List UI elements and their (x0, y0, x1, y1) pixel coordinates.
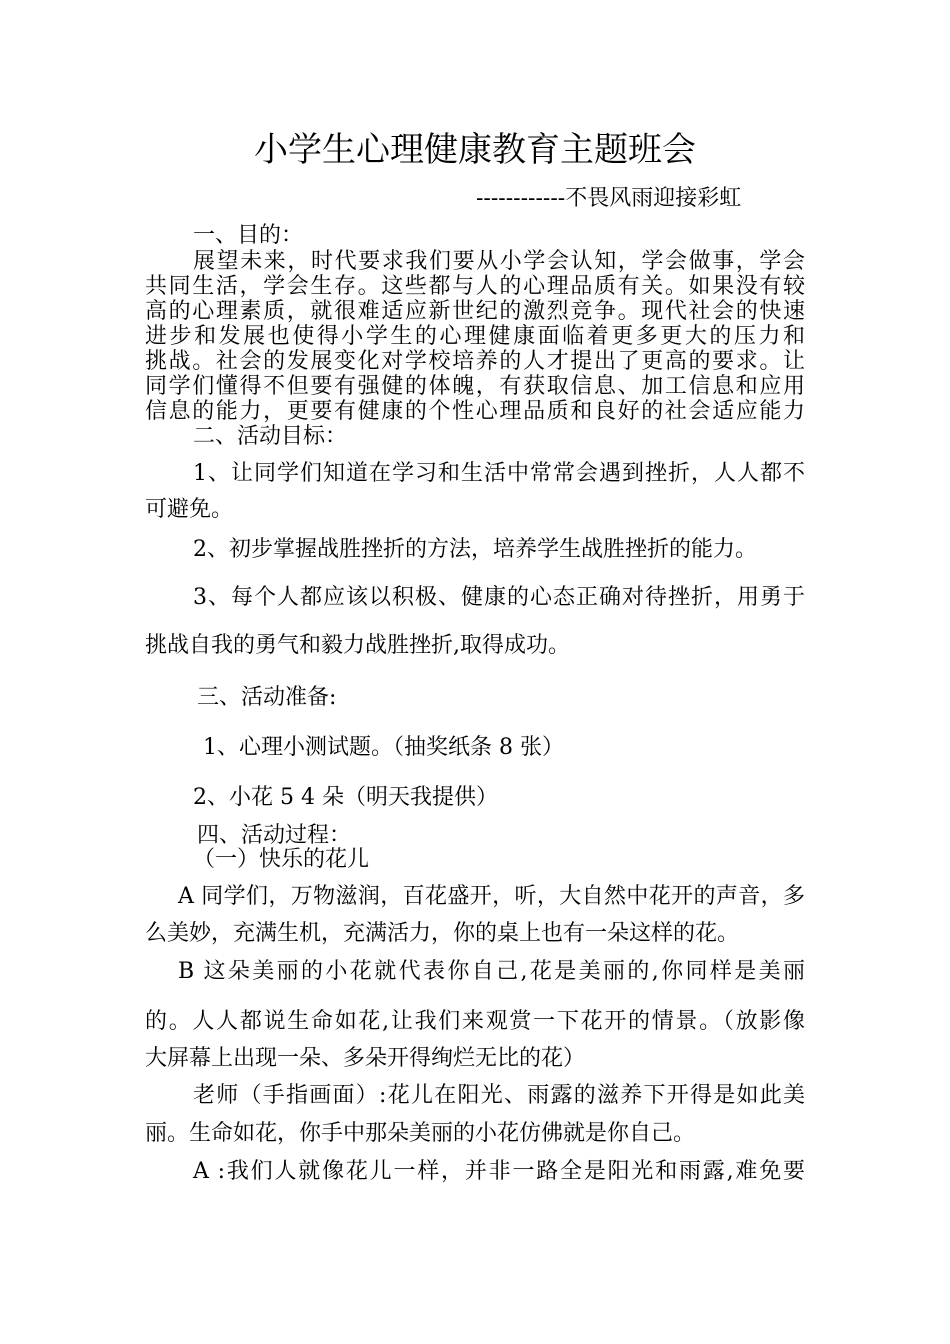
goal-1-line: 可避免。 (145, 497, 234, 522)
purpose-line: 共同生活，学会生存。这些都与人的心理品质有关。如果没有较 (145, 274, 805, 299)
section-3-heading: 三、活动准备: (197, 685, 337, 710)
purpose-line: 展望未来，时代要求我们要从小学会认知，学会做事，学会 (193, 249, 805, 274)
goal-2: 2、初步掌握战胜挫折的方法，培养学生战胜挫折的能力。 (193, 537, 757, 562)
dialogue-b-line: 大屏幕上出现一朵、多朵开得绚烂无比的花） (145, 1046, 586, 1071)
goal-3-line: 挑战自我的勇气和毅力战胜挫折,取得成功。 (145, 633, 570, 658)
dialogue-b-line: 的。人人都说生命如花,让我们来观赏一下花开的情景。（放影像 (145, 1009, 805, 1034)
purpose-line: 进步和发展也使得小学生的心理健康面临着更多更大的压力和 (145, 324, 805, 349)
purpose-line: 信息的能力，更要有健康的个性心理品质和良好的社会适应能力 (145, 399, 805, 424)
teacher-line: 丽。生命如花，你手中那朵美丽的小花仿佛就是你自己。 (145, 1121, 696, 1146)
goal-1-line: 1、让同学们知道在学习和生活中常常会遇到挫折，人人都不 (193, 461, 805, 486)
section-2-heading: 二、活动目标： (193, 424, 348, 449)
dialogue-b-line: B 这朵美丽的小花就代表你自己,花是美丽的,你同样是美丽 (178, 959, 805, 984)
document-subtitle: ------------不畏风雨迎接彩虹 (476, 186, 742, 211)
dialogue-a-line: 么美妙，充满生机，充满活力，你的桌上也有一朵这样的花。 (145, 921, 740, 946)
purpose-line: 高的心理素质，就很难适应新世纪的激烈竞争。现代社会的快速 (145, 299, 805, 324)
dialogue-a-line: A :我们人就像花儿一样，并非一路全是阳光和雨露,难免要 (193, 1159, 805, 1184)
section-4-heading: 四、活动过程： (197, 823, 352, 848)
teacher-line: 老师（手指画面）:花儿在阳光、雨露的滋养下开得是如此美 (193, 1083, 805, 1108)
purpose-line: 挑战。社会的发展变化对学校培养的人才提出了更高的要求。让 (145, 349, 805, 374)
section-1-heading: 一、目的： (193, 223, 304, 248)
subsection-heading: （一）快乐的花儿 (193, 847, 370, 872)
preparation-2: 2、小花 5 4 朵（明天我提供） (193, 785, 498, 810)
document-title: 小学生心理健康教育主题班会 (254, 130, 696, 170)
goal-3-line: 3、每个人都应该以积极、健康的心态正确对待挫折，用勇于 (193, 585, 805, 610)
purpose-line: 同学们懂得不但要有强健的体魄，有获取信息、加工信息和应用 (145, 374, 805, 399)
preparation-1: 1、心理小测试题。（抽奖纸条 8 张） (203, 735, 564, 760)
dialogue-a-line: A 同学们，万物滋润，百花盛开，听，大自然中花开的声音，多 (178, 884, 805, 909)
